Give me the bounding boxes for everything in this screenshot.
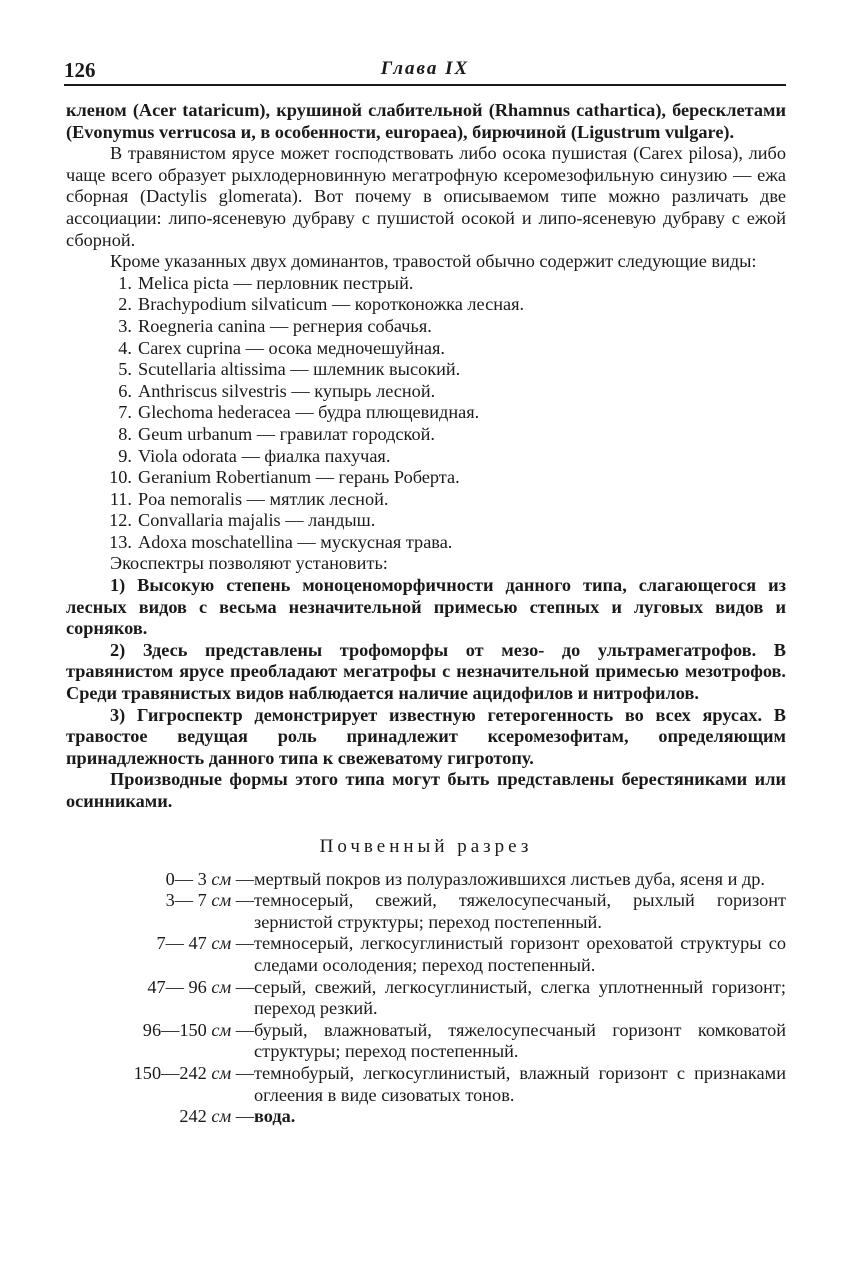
- table-row: 96—150 см — бурый, влажноватый, тяжелосупесчаный горизонт комковатой структуры; переход постепенный.: [142, 1019, 786, 1062]
- table-row: 0— 3 см — мертвый покров из полуразложившихся листьев дуба, ясеня и др.: [165, 868, 765, 889]
- eco-intro: Экоспектры позволяют установить:: [110, 553, 388, 574]
- paragraph-shrubs: кленом (Acer tataricum), крушиной слабительной (Rhamnus cathartica), бересклетами (Evonymus verrucosa и, в особенности, europaea), бирючиной (Ligustrum vulgare).: [66, 100, 786, 142]
- eco-item-3: 3) Гигроспектр демонстрирует известную гетерогенность во всех ярусах. В травостое ведущая роль принадлежит ксеромезофитам, определяющим принадлежность данного типа к свежеватому гигротопу.: [66, 704, 786, 768]
- table-row: 242 см — вода.: [179, 1106, 296, 1127]
- page-header: [64, 56, 786, 86]
- list-item: 5. Scutellaria altissima — шлемник высокий.: [118, 359, 461, 380]
- soil-profile: [66, 869, 786, 1128]
- eco-item-1: 1) Высокую степень моноценоморфичности данного типа, слагающегося из лесных видов с весьма незначительной примесью степных и луговых видов и сорняков.: [66, 575, 786, 639]
- species-list: [66, 273, 786, 554]
- list-item: 12. Convallaria majalis — ландыш.: [109, 510, 376, 531]
- list-item: 1. Melica picta — перловник пестрый.: [118, 272, 414, 293]
- derivative-forms: Производные формы этого типа могут быть представлены берестяниками или осинниками.: [66, 769, 786, 811]
- page-number: 126: [64, 58, 96, 82]
- list-item: 2. Brachypodium silvaticum — коротконожка лесная.: [118, 294, 525, 315]
- table-row: 3— 7 см — темносерый, свежий, тяжелосупесчаный, рыхлый горизонт зернистой структуры; переход постепенный.: [165, 890, 786, 932]
- eco-item-2: 2) Здесь представлены трофоморфы от мезо- до ультрамегатрофов. В травянистом ярусе преобладают мегатрофы с незначительной примесью мезотрофов. Среди травянистых видов наблюдается наличие ацидофилов и нитрофилов.: [66, 639, 786, 704]
- list-item: 7. Glechoma hederacea — будра плющевидная.: [118, 402, 480, 423]
- chapter-title: Глава IX: [380, 58, 470, 79]
- paragraph-species-intro: Кроме указанных двух доминантов, травостой обычно содержит следующие виды:: [110, 251, 757, 272]
- table-row: 47— 96 см — серый, свежий, легкосуглинистый, слегка уплотненный горизонт; переход резкий.: [147, 976, 786, 1019]
- list-item: 6. Anthriscus silvestris — купырь лесной.: [118, 380, 436, 401]
- list-item: 9. Viola odorata — фиалка пахучая.: [118, 445, 391, 466]
- list-item: 11. Poa nemoralis — мятлик лесной.: [109, 488, 389, 509]
- page-body: [66, 100, 786, 1128]
- list-item: 10. Geranium Robertianum — герань Роберта.: [109, 467, 460, 488]
- table-row: 7— 47 см — темносерый, легкосуглинистый горизонт ореховатой структуры со следами осолодения; переход постепенный.: [156, 933, 786, 975]
- soil-section-title: Почвенный разрез: [319, 835, 533, 857]
- list-item: 3. Roegneria canina — регнерия собачья.: [118, 315, 432, 336]
- list-item: 8. Geum urbanum — гравилат городской.: [118, 423, 435, 444]
- paragraph-herb-layer: В травянистом ярусе может господствовать либо осока пушистая (Carex pilosa), либо чаще всего образует рыхлодерновинную мегатрофную ксеромезофильную синузию — ежа сборная (Dactylis glomerata). Вот почему в описываемом типе можно различать две ассоциации: липо-ясеневую дубраву с пушистой осокой и липо-ясеневую дубраву с ежой сборной.: [66, 143, 786, 250]
- table-row: 150—242 см — темнобурый, легкосуглинистый, влажный горизонт с признаками оглеения в виде сизоватых тонов.: [133, 1062, 786, 1105]
- list-item: 4. Carex cuprina — осока медночешуйная.: [118, 337, 445, 358]
- list-item: 13. Adoxa moschatellina — мускусная трава.: [109, 531, 453, 552]
